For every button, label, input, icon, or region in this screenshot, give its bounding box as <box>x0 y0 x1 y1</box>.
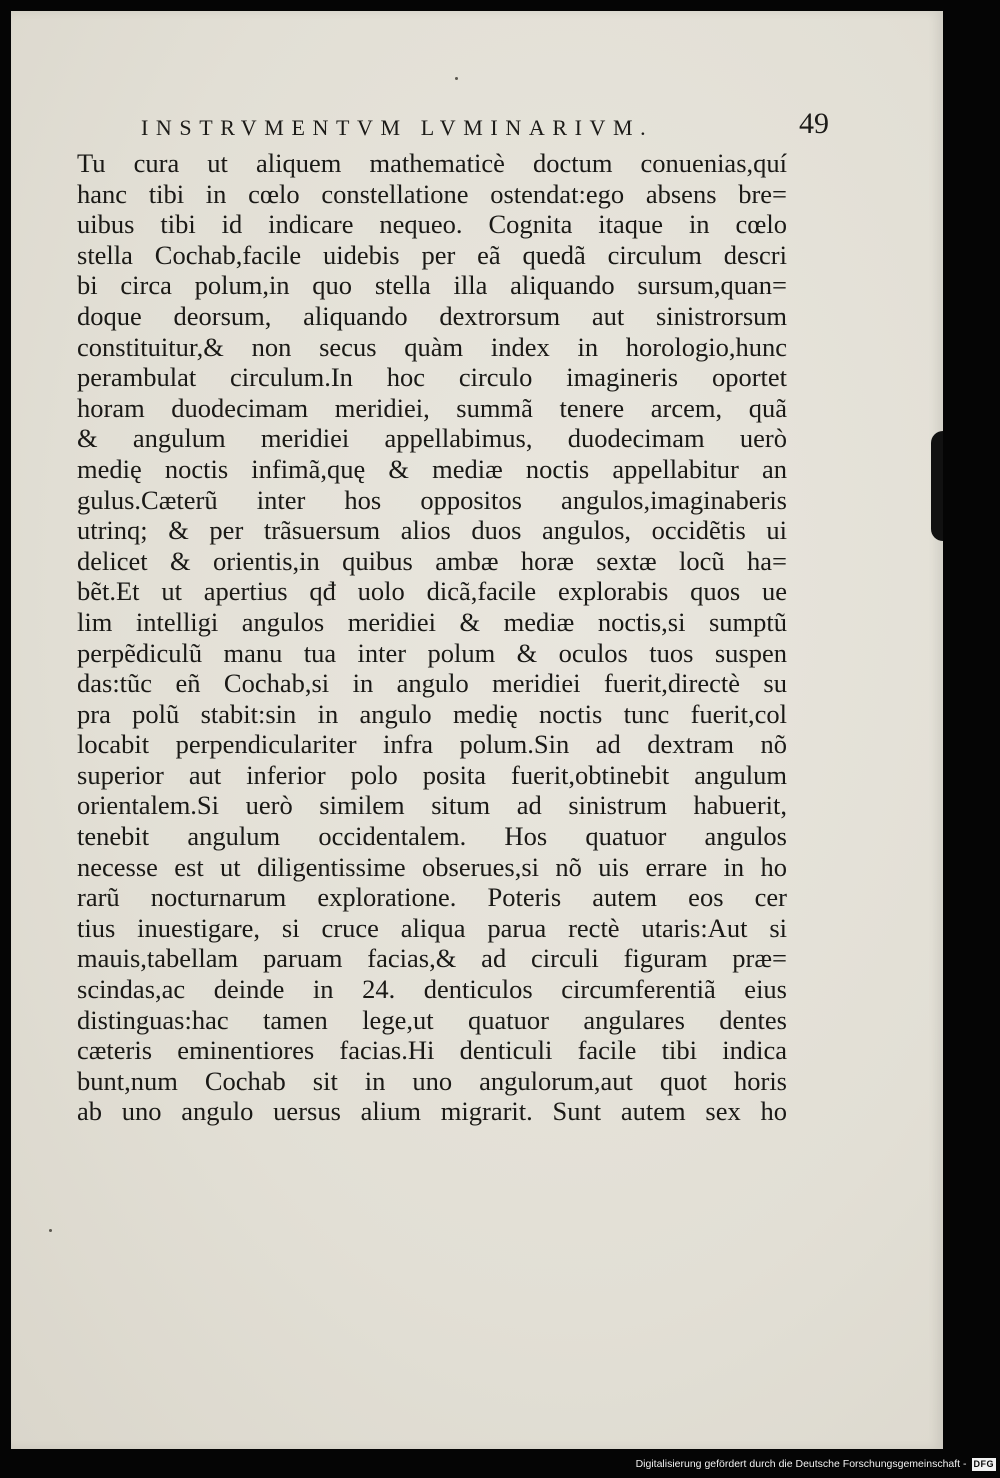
text-line: ab uno angulo uersus alium migrarit. Sunt autem sex ho <box>77 1096 787 1127</box>
page-edge-shadow <box>931 431 943 541</box>
text-line: & angulum meridiei appellabimus, duodecimam uerò <box>77 423 787 454</box>
text-line: lim intelligi angulos meridiei & mediæ noctis,si sumptũ <box>77 606 787 637</box>
text-line: doque deorsum, aliquando dextrorsum aut sinistrorsum <box>77 300 787 331</box>
text-line: orientalem.Si uerò similem situm ad sinistrum habuerit, <box>77 790 787 821</box>
text-line: medię noctis infimã,quę & mediæ noctis appellabitur an <box>77 453 787 484</box>
text-line: bunt,num Cochab sit in uno angulorum,aut quot horis <box>77 1065 787 1096</box>
ink-spot <box>455 77 458 80</box>
text-line: rarũ nocturnarum exploratione. Poteris autem eos cer <box>77 882 787 913</box>
text-line: horam duodecimam meridiei, summã tenere arcem, quã <box>77 392 787 423</box>
digitization-note: Digitalisierung gefördert durch die Deutsche Forschungsgemeinschaft - <box>635 1458 967 1470</box>
text-line: locabit perpendiculariter infra polum.Sin ad dextram nõ <box>77 729 787 760</box>
text-line: perpẽdiculũ manu tua inter polum & oculos tuos suspen <box>77 637 787 668</box>
text-line: mauis,tabellam paruam facias,& ad circuli figuram præ= <box>77 943 787 974</box>
text-line: constituitur,& non secus quàm index in horologio,hunc <box>77 331 787 362</box>
dfg-logo: DFG <box>973 1458 994 1469</box>
text-line: delicet & orientis,in quibus ambæ horæ sextæ locũ ha= <box>77 545 787 576</box>
text-line: necesse est ut diligentissime obserues,si nõ uis errare in ho <box>77 851 787 882</box>
text-line: superior aut inferior polo posita fuerit,obtinebit angulum <box>77 759 787 790</box>
book-page <box>11 11 943 1449</box>
text-line: das:tũc eñ Cochab,si in angulo meridiei fuerit,directè su <box>77 668 787 699</box>
text-line: Tu cura ut aliquem mathematicè doctum conuenias,quí <box>77 148 787 178</box>
ink-spot <box>49 1229 52 1232</box>
text-line: bi circa polum,in quo stella illa aliquando sursum,quan= <box>77 270 787 301</box>
text-line: scindas,ac deinde in 24. denticulos circumferentiã eius <box>77 974 787 1005</box>
text-line: tenebit angulum occidentalem. Hos quatuor angulos <box>77 821 787 852</box>
page-number: 49 <box>799 107 829 140</box>
text-line: gulus.Cæterũ inter hos oppositos angulos,imaginaberis <box>77 484 787 515</box>
text-line: distinguas:hac tamen lege,ut quatuor angulares dentes <box>77 1004 787 1035</box>
running-title: INSTRVMENTVM LVMINARIVM. <box>141 115 654 140</box>
text-line: bẽt.Et ut apertius qđ uolo dicã,facile explorabis quos ue <box>77 576 787 607</box>
text-line: stella Cochab,facile uidebis per eã quedã circulum descri <box>77 239 787 270</box>
digitization-footer <box>636 1455 996 1473</box>
text-line: tius inuestigare, si cruce aliqua parua rectè utaris:Aut si <box>77 912 787 943</box>
text-line: cæteris eminentiores facias.Hi denticuli facile tibi indica <box>77 1035 787 1066</box>
text-line: uibus tibi id indicare nequeo. Cognita itaque in cœlo <box>77 209 787 240</box>
text-line: utrinq; & per trãsuersum alios duos angulos, occidẽtis ui <box>77 515 787 546</box>
text-line: perambulat circulum.In hoc circulo imagineris oportet <box>77 362 787 393</box>
text-line: hanc tibi in cœlo constellatione ostendat:ego absens bre= <box>77 178 787 209</box>
body-text <box>77 148 787 1127</box>
page-header <box>135 107 855 147</box>
text-line: pra polũ stabit:sin in angulo medię noctis tunc fuerit,col <box>77 698 787 729</box>
